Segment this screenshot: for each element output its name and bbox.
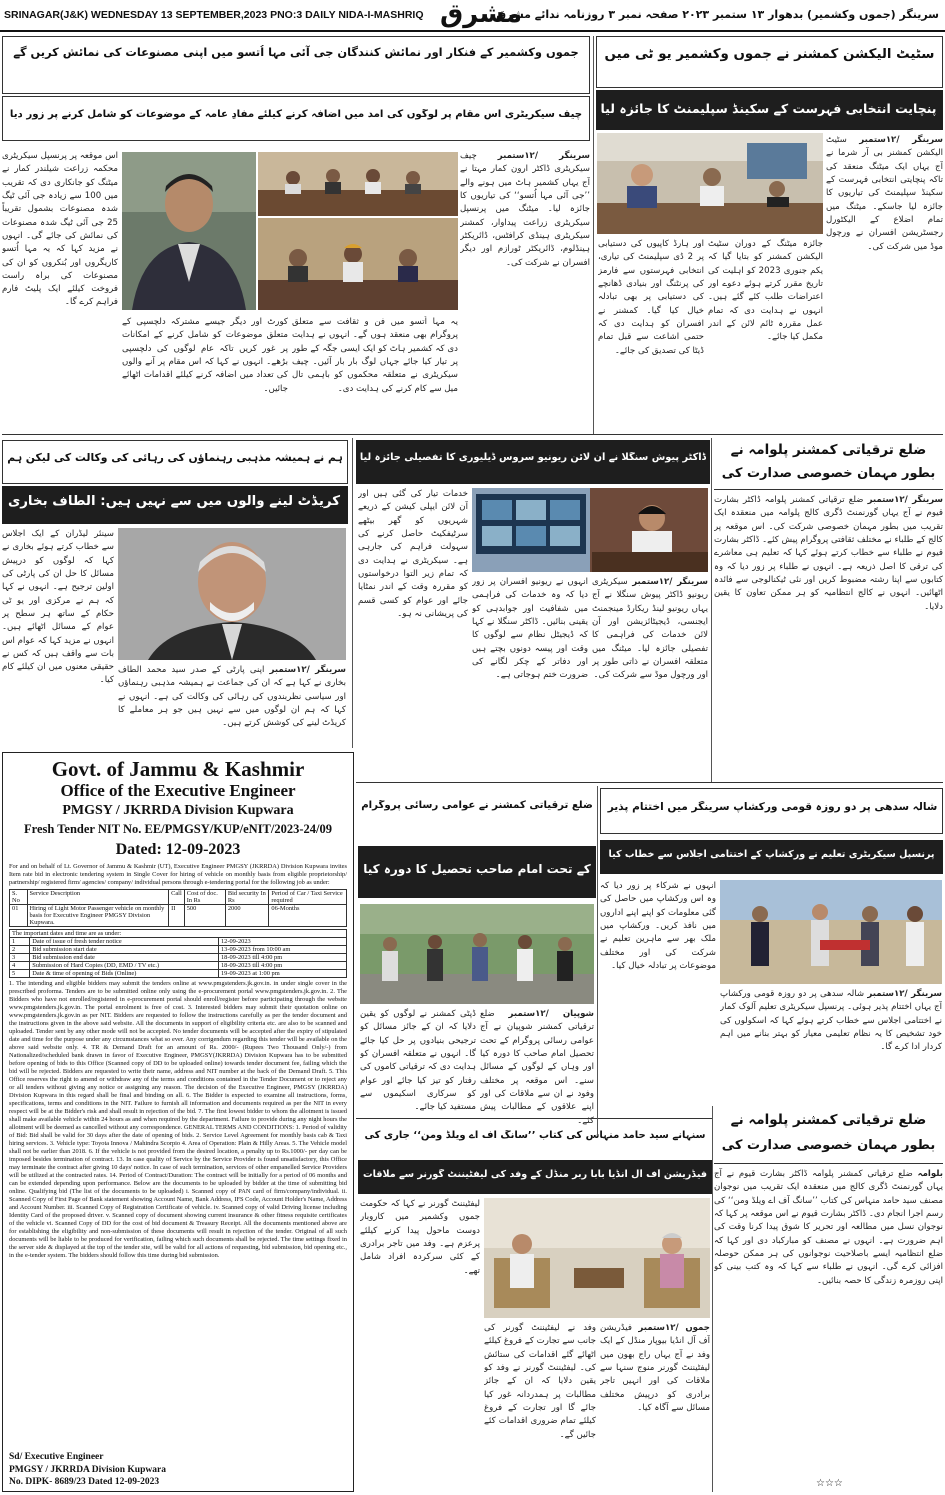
handicrafts-headline: جموں وکشمیر کے فنکار اور نمائش کنندگان جی آئی مہا اُتسو میں اپنی مصنوعات کی نمائش کریں گے	[13, 45, 579, 59]
handicrafts-column-3	[122, 316, 288, 430]
revenue-column-2	[358, 488, 468, 778]
workshop-headline-box	[600, 788, 943, 834]
election-column-1	[826, 134, 943, 430]
workshop-dateline: سرینگر /۱۲ستمبر	[867, 989, 942, 999]
table-row	[10, 970, 347, 978]
table-cell: 01	[10, 905, 28, 927]
table-cell: 06-Months	[269, 905, 347, 927]
table-cell: 19-09-2023 at 1:00 pm	[218, 970, 346, 978]
table-cell: 2	[10, 946, 30, 954]
revenue-body-1: سیکریٹری ریونیو ڈاکٹر پیوش سنگلا نے آج یہاں ریونیو لینڈ ریکارڈ مینجمنٹ ایجنسی، ڈیجیٹائزیشن اور آن لائن خدمات کی فراہمی کا تفصیلی جائزہ لیا۔ میٹنگ میں متعلقہ افسران نے ذاتی طور پر اور ورچول موڈ سے شرکت کی۔	[592, 577, 708, 681]
revenue-body-2: خدمات تیار کی گئی ہیں اور آن لائن ایپلی کیشن کے ذریعے شہریوں کو گھر بیٹھے سرٹیفکیٹ حاصل کرنے کی سہولت فراہم کی جارہی ہے۔ سیکریٹری نے ہدایت دی کہ تمام زیر التوا درخواستوں کو مقررہ وقت کے اندر نمٹایا جائے اور عوام کو کسی قسم کی پریشانی نہ ہو۔	[358, 489, 468, 619]
revenue-headline-bar	[356, 440, 710, 484]
table-row	[10, 946, 347, 954]
tender-nit-number: Fresh Tender NIT No. EE/PMGSY/KUP/eNIT/2023-24/09	[23, 822, 332, 837]
table-cell: 2000	[225, 905, 269, 927]
table-header-cell: Period of Car / Taxi Service required	[269, 890, 347, 905]
tender-signature	[9, 1451, 347, 1488]
column-rule	[712, 1106, 713, 1492]
table-header-cell: S. No	[10, 890, 28, 905]
imam-sahib-subhead-bar	[358, 846, 596, 898]
handicrafts-body-4: یہ مہا اُتسو میں فن و ثقافت سے متعلق پروگرام بھی منعقد ہوں گے۔ انہوں نے ہدایت دی کہ کشمیر ہاٹ کو ایک ایسی جگہ کے طور پر تیار کیا جائے جہاں لوگ بار بار آئیں۔ چیف سیکریٹری نے متعلقہ محکموں کو باہمی تال میل سے کام کرنے کی ہدایت دی۔	[292, 317, 458, 394]
dc-pulwama-body-2: ڈاکٹر بشارت قیوم نے طلباء سے خطاب کرتے ہوئے کہا کہ تعلیم ہی معاشرے کی ترقی کا اصل ذریعہ ہے۔ انہوں نے طلباء پر زور دیا کہ وہ کتابوں سے اپنا رشتہ مضبوط کریں اور نئی ٹیکنالوجی سے فائدہ اٹھائیں۔ انہوں نے کالج انتظامیہ کو ہر ممکن تعاون کا یقین دلایا۔	[714, 534, 943, 612]
table-cell: 4	[10, 962, 30, 970]
election-subhead-bar	[596, 90, 943, 130]
column-rule	[352, 438, 353, 748]
workshop-subhead-bar	[600, 840, 943, 874]
table-row	[10, 954, 347, 962]
federation-body-3: لیفٹیننٹ گورنر نے کہا کہ حکومت جموں وکشمیر میں کاروبار دوست ماحول پیدا کرنے کیلئے پرعزم ہے۔ وفد میں تاجر برادری کے کئی سرکردہ افراد شامل تھے۔	[360, 1199, 480, 1276]
bukhari-headline-box	[2, 440, 348, 484]
revenue-column-3	[472, 576, 588, 778]
table-row	[10, 930, 347, 938]
bukhari-subhead: کریڈٹ لینے والوں میں سے نہیں ہیں: الطاف بخاری	[7, 494, 341, 509]
tender-office: Office of the Executive Engineer	[60, 781, 296, 801]
book-dc-headline-box	[714, 1108, 943, 1164]
table-cell: Bid submission start date	[30, 946, 219, 954]
book-body-1: ضلع ترقیاتی کمشنر پلوامہ ڈاکٹر بشارت قیوم نے آج یہاں گورنمنٹ ڈگری کالج میں منعقدہ ایک تقریب میں نوجوان مصنف سید حامد منہاس کی کتاب ’’سانگ آف اے ویلڈ ومن‘‘ کی رسم اجرا انجام دی۔	[714, 1169, 943, 1219]
dc-pulwama-body-1: ضلع ترقیاتی کمشنر پلوامہ ڈاکٹر بشارت قیوم نے آج یہاں گورنمنٹ ڈگری کالج پلوامہ میں منعقدہ ایک تقریب میں بطور مہمان خصوصی شرکت کی۔ اس موقعہ پر کالج کے طلباء نے مختلف ثقافتی پروگرام پیش کئے۔	[714, 495, 943, 545]
federation-column-2	[484, 1322, 596, 1482]
bukhari-body-1: اپنی پارٹی کے صدر سید محمد الطاف بخاری نے کہا ہے کہ ان کی جماعت نے ہمیشہ مذہبی رہنماؤں اور سیاسی نظربندوں کی رہائی کی وکالت کی ہے۔ انہوں نے کہا کہ ہم ان لوگوں میں سے نہیں ہیں جو ہر معاملے کا کریڈٹ لینے کی کوشش کرتے ہیں۔	[118, 665, 346, 729]
book-dc-subhead: بطور مہمان خصوصی صدارت کی	[721, 1138, 936, 1153]
bukhari-headline: ہم نے ہمیشہ مذہبی رہنماؤں کی رہائی کی وکالت کی لیکن ہم	[7, 451, 343, 464]
imam-sahib-headline-box	[358, 788, 596, 834]
federation-column-1	[600, 1322, 710, 1482]
imam-sahib-body-2: ڈپٹی کمشنر نے لوگوں کو یقین دلایا کہ ان کے جائز مسائل کو ترجیحی بنیادوں پر حل کیا جائے گا۔ انہوں نے متعلقہ افسران کو ہدایت دی کہ ترقیاتی کاموں کی رفتار کو تیز کیا جائے اور عوام کو سرکاری اسکیموں سے مستفید کیا جائے۔	[360, 1009, 476, 1113]
table-cell: Date & time of opening of Bids (Online)	[30, 970, 219, 978]
bukhari-dateline: سرینگر /۱۲ستمبر	[269, 665, 346, 675]
tender-notice	[2, 752, 354, 1492]
imam-sahib-photo-visit	[360, 904, 594, 1004]
table-cell: 1	[10, 938, 30, 946]
table-header-cell: Call	[169, 890, 185, 905]
table-row	[10, 962, 347, 970]
federation-column-3	[360, 1198, 480, 1482]
masthead-english-line: SRINAGAR(J&K) WEDNESDAY 13 SEPTEMBER,2023 PNO:3 DAILY NIDA-I-MASHRIQ	[4, 9, 424, 21]
dc-pulwama-headline: ضلع ترقیاتی کمشنر پلوامہ نے	[730, 442, 927, 458]
section-divider-lower	[356, 1118, 712, 1119]
table-cell: Date of issue of fresh tender notice	[30, 938, 219, 946]
revenue-dateline: سرینگر /۱۲ستمبر	[632, 577, 708, 587]
handicrafts-column-2	[2, 150, 118, 430]
election-body-1: سٹیٹ الیکشن کمشنر بی آر شرما نے آج یہاں ایک میٹنگ منعقد کی تاکہ پنچایتی انتخابی فہرست کے سکینڈ سپلیمنٹ کی تیاریوں کا جائزہ لیا جاسکے۔ میٹنگ میں تمام اضلاع کے الیکٹورل رجسٹریشن افسران نے ورچول موڈ میں شرکت کی۔	[826, 135, 943, 252]
tender-intro: For and on behalf of Lt. Governor of Jammu & Kashmir (UT), Executive Engineer PMGSY (JKRRDA) Division Kupwara invites Item rate bid in electronic tendering system in Single Cover for hiring of vehicle on monthly basis from eligible proprietorship/ partnership/ registered firm/ agencies/ company/ individual persons through e-tendering portal for the following job as under:	[9, 863, 347, 887]
handicrafts-column-1	[460, 150, 590, 430]
bukhari-subhead-bar	[2, 486, 348, 524]
table-cell: Submission of Hard Copies (DD, EMD / TV etc.)	[30, 962, 219, 970]
table-row	[10, 905, 347, 927]
book-body-2: ڈاکٹر بشارت قیوم نے اس موقعہ پر کہا کہ نوجوان نسل میں مطالعہ اور تحریر کا شوق پیدا کرنا وقت کی اہم ضرورت ہے۔ انہوں نے مصنف کو مبارکباد دی اور کہا کہ ضلع انتظامیہ ایسے باصلاحیت نوجوانوں کی ہر ممکن حوصلہ افزائی کرے گی۔ انہوں نے طلباء سے کہا کہ وہ کتب بینی کو اپنی روزمرہ زندگی کا حصہ بنائیں۔	[714, 1208, 943, 1286]
table-cell: 13-09-2023 from 10:00 am	[218, 946, 346, 954]
table-cell: 3	[10, 954, 30, 962]
tender-signature-line-3: No. DIPK- 8689/23 Dated 12-09-2023	[9, 1477, 160, 1488]
bukhari-body-2: سینئر لیڈران کے ایک اجلاس سے خطاب کرتے ہوئے بخاری نے کہا کہ لوگوں کو درپیش مسائل کا حل ان کی پارٹی کی اولین ترجیح ہے۔ انہوں نے کہا کہ ہم نے مرکزی اور یو ٹی حکام کے ساتھ ہر سطح پر عوام کے مسائل اٹھائے ہیں۔ انہوں نے مزید کہا کہ عوام اس بات سے واقف ہیں کہ کس نے حقیقی معنوں میں ان کیلئے کام کیا۔	[2, 529, 114, 686]
federation-dateline: جموں /۱۲ستمبر	[638, 1323, 710, 1333]
federation-body-1: فیڈریشن آف آل انڈیا بیوپار منڈل کے ایک وفد نے آج یہاں راج بھون میں لیفٹیننٹ گورنر منوج سنہا سے ملاقات کی اور انہیں تاجر برادری کو درپیش مختلف مسائل سے آگاہ کیا۔	[600, 1323, 710, 1413]
revenue-headline: ڈاکٹر پیوش سنگلا نے آن لائن ریونیو سروس ڈیلیوری کا تفصیلی جائزہ لیا	[360, 452, 706, 463]
table-cell: 18-09-2023 till 4:00 pm	[218, 962, 346, 970]
handicrafts-headline-box	[2, 36, 590, 94]
handicrafts-subhead: چیف سیکریٹری اس مقام پر لوگوں کی آمد میں اضافہ کرنے کیلئے مفادِ عامہ کے موضوعات کو شامل کرنے پر زور دیا	[9, 109, 583, 120]
masthead-urdu-line: سرینگر (جموں وکشمیر) بدھوار ۱۳ ستمبر ۲۰۲۳ صفحہ نمبر ۳ روزنامہ ندائے مشرق	[496, 8, 939, 21]
column-rule	[597, 786, 598, 1136]
book-dc-headline: ضلع ترقیاتی کمشنر پلوامہ نے	[730, 1112, 927, 1128]
section-divider-top	[2, 434, 943, 435]
handicrafts-column-4	[292, 316, 458, 430]
table-header-cell: Service Description	[27, 890, 169, 905]
handicrafts-photo-meeting-bottom	[258, 218, 458, 310]
dc-pulwama-headline-box	[714, 440, 943, 490]
bukhari-photo-portrait	[118, 528, 346, 660]
table-header-cell: Bid security In Rs	[225, 890, 269, 905]
handicrafts-dateline: سرینگر /۱۲ستمبر	[497, 151, 590, 161]
election-subhead: پنچایت انتخابی فہرست کے سکینڈ سپلیمنٹ کا جائزہ لیا	[600, 101, 937, 116]
election-column-3	[598, 238, 704, 430]
revenue-column-1	[592, 576, 708, 778]
tender-dates-heading: The important dates and time are as under:	[10, 930, 347, 938]
table-cell: II	[169, 905, 185, 927]
workshop-column-1	[600, 880, 716, 1138]
handicrafts-photo-meeting-top	[258, 152, 458, 216]
imam-sahib-dateline: شوپیان /۱۲ستمبر	[508, 1009, 594, 1019]
table-cell: 5	[10, 970, 30, 978]
table-cell: 12-09-2023	[218, 938, 346, 946]
newspaper-logo: مشرق	[440, 0, 522, 29]
election-dateline: سرینگر /۱۲ستمبر	[859, 135, 943, 145]
workshop-subhead: پرنسپل سیکریٹری تعلیم نے ورکشاپ کے اختتامی اجلاس سے خطاب کیا	[608, 849, 935, 860]
table-cell: 18-09-2023 till 4:00 pm	[218, 954, 346, 962]
tender-service-table	[9, 889, 347, 927]
revenue-body-3: انہوں نے ریونیو افسران پر زور دیا کہ وہ خدمات کی فراہمی میں شفافیت اور جوابدہی کو یقینی بنائیں۔ ڈاکٹر سنگلا نے کہا کہ ڈیجیٹل نظام سے لوگوں کا وقت اور پیسہ دونوں بچتے ہیں اور دفاتر کے چکر لگانے کی ضرورت ختم ہوجاتی ہے۔	[472, 577, 588, 681]
tender-signature-line-1: Sd/ Executive Engineer	[9, 1452, 104, 1463]
federation-headline: فیڈریشن آف آل انڈیا بابا ربر منڈل کے وفد کی لیفٹیننٹ گورنر سے ملاقات	[362, 1169, 708, 1180]
imam-sahib-body-1: ضلع ترقیاتی کمشنر شوپیان نے آج عوامی رسائی پروگرام کے تحت تحصیل امام صاحب کا دورہ کیا اور وہاں کے لوگوں کے مسائل سنے۔ اس موقعہ پر مختلف وفود نے ان سے ملاقات کی اور اپنے علاقوں کے مطالبات پیش کئے۔	[480, 1009, 594, 1126]
federation-headline-bar	[358, 1160, 712, 1194]
election-headline: سٹیٹ الیکشن کمشنر نے جموں وکشمیر یو ٹی میں	[604, 47, 935, 62]
table-cell: 500	[184, 905, 225, 927]
federation-photo-meeting	[484, 1198, 710, 1318]
dc-pulwama-subhead: بطور مہمان خصوصی صدارت کی	[721, 466, 936, 481]
handicrafts-subhead-bar	[2, 96, 590, 141]
table-cell: Bid submission end date	[30, 954, 219, 962]
section-divider-middle	[356, 782, 943, 783]
masthead	[0, 0, 945, 32]
handicrafts-body-3: کورٹ اور دیگر جیسے مشترکہ دلچسپی کے متعلق موضوعات کو شامل کرنے کے امکانات پر غور کریں تاکہ عام لوگوں کی دلچسپی بڑھے۔ انہوں نے کہا کہ اس مقام پر آنے والوں کی تعداد میں اضافہ کرنے کیلئے اقدامات اٹھائے جائیں۔	[122, 317, 288, 394]
tender-terms: 1. The intending and eligible bidders may submit the tenders online at www.pmgstenders.jk.gov.in. in under single cover in the prescribed proforma. Tenders are to be submitted online only using the e-procurement portal www.pmgstenders.jk.gov.in. 2. The Bidders who have not enrolled/registered in e-procurement portal should enroll/register before participating through the website www.pmgstenders.jk.gov.in. The portal enrolment is free of cost. 3. Interested bidders may submit their quotation online on www.pmgstenders.jk.gov.in as per NIT. Bidders are requested to follow the instructions carefully as per the tender document and the instructions given in the above said website. All the documents in support of eligibility criteria etc. are also to be scanned and uploaded. Tender sent by any other mode will not be accepted. No tender documents will be accepted after the expiry of stipulated date and time for the purpose under any circumstances what so ever. Any corrigendum regarding this tender will be available on the above said website only. 4. TR & Demand Draft for an amount of Rs. 2000/- (Rupees Two Thousand Only/-) from Nationalized/scheduled bank drawn in favor of Executive Engineer, PMGSY(JKRRDA) Division Kupwara has to be submitted before opening of bids to this Office (Scanned copy of DD to be uploaded online) towards tender document fee, failing which the bid will be rejected. Bidders are requested to write their name, address and NIT number at the back of the Demand Draft. 5. This Office reserves the right to amend or withdraw any of the terms and conditions contained in the Tender Document or to reject any or all tenders without giving any notice or assigning any reason. The decision of the Executive Engineer, PMGSY (JKRRDA) Division Kupwara in this regard shall be final and binding on all. 6. The Bidder is expected to examine all instructions, forms, specifications, terms and conditions in the NIT. Failure to furnish all information and documents required as per the NIT in every respect will be at the Bidder's risk and shall result in rejection of the bid. 7. The first lowest bidder to whom the allotment is issued shall make available vehicle within 24 hours as and when required by the department. Failure to provide during any night hours the allotment will be deemed as cancelled without any correspondence. GENERAL TERMS AND CONDITIONS: 1. Period of validity of Bid: Bid shall be valid for 30 days after the date of opening of bids. 2. Service Level Agreement for monthly basis cab & Taxi hiring services. 3. Vehicle type: Toyota Innova / Mahindra Scorpio 4. Area of Operation: Plain & Hilly Areas. 5. The Vehicle model shall not be earlier than 2018. 6. If the vehicle is not provided from the desired location, a penalty up to Rs.1000/- per day can be imposed besides termination of contract. 13. In case quality of Service by the Service Provider is found unsatisfactory, this Office may terminate the contract after giving 10 days' notice. In case of such termination, services of other empanelled Service Providers will be utilized at the contracted rates. 14. Period of Contract/Duration: The contract will be initially for a period of 06 months and can be extended depending upon performance. Below are the documents to be uploaded by bidder at the time of submitting bid online. Qualifying bid (The list of the documents to be uploaded) i. Scanned copy of PAN card of firm/company/individual. ii. Scanned Copy of First Page of Bank statement showing Account Name, Bank Address, IFS Code, Account Holder's Name, Address and Account Number. iii. Scanned Copy of Registration Certificate of vehicle. iv. Scanned copy of valid Driving license including Identity Card of the proposed driver. v. Scanned copy of document showing current insurance & other fitness requisite certificates of the vehicle vi. Scanned Copy of DD for the cost of bid document & Treasury Receipt. All the documents mentioned above are for establishing the eligibility and non-submission of these documents will result in rejection of the tender. Original of all such documents will be liable to be produced for verification, failing which such documents shall be rejected. The time settings fixed in the server side & displayed at the top of the tender site, will be valid for all actions of requesting, bid submission, bid opening etc., in the e-tender system. The bidders should follow this time during bid submission.	[9, 980, 347, 1260]
table-row	[10, 938, 347, 946]
workshop-body-2: انہوں نے شرکاء پر زور دیا کہ وہ اس ورکشاپ میں حاصل کی گئی معلومات کو اپنے اپنے اداروں میں نافذ کریں۔ ورکشاپ میں ملک بھر سے ماہرین تعلیم نے شرکت کی اور مختلف موضوعات پر تبادلہ خیال کیا۔	[600, 881, 716, 971]
handicrafts-body-1: چیف سیکریٹری ڈاکٹر ارون کمار مہتا نے آج یہاں کشمیر ہاٹ میں ہونے والے ’’جی آئی مہا اُتسو‘‘ کی تیاریوں کا جائزہ لیا۔ میٹنگ میں پرنسپل سیکریٹری زراعت پیداوار، کمشنر سیکریٹری ہینڈی کرافٹس، ڈائریکٹر ہینڈلوم، ڈائریکٹر ٹورازم اور دیگر افسران نے شرکت کی۔	[460, 151, 590, 268]
election-column-2	[708, 238, 823, 430]
dc-pulwama-column	[714, 494, 943, 778]
workshop-headline: شالہ سدھی پر دو روزہ قومی ورکشاپ سرینگر میں اختتام پذیر	[607, 801, 938, 813]
tender-date: Dated: 12-09-2023	[115, 841, 241, 859]
handicrafts-photo-portrait	[122, 152, 256, 310]
workshop-body-1: شالہ سدھی پر دو روزہ قومی ورکشاپ آج یہاں اختتام پذیر ہوئی۔ پرنسپل سیکریٹری تعلیم آلوک کمار نے اختتامی اجلاس سے خطاب کرتے ہوئے کہا کہ اسکولوں کی خود تشخیص کا یہ نظام تعلیمی معیار کو بہتر بنانے میں اہم کردار ادا کرے گا۔	[720, 989, 942, 1053]
book-end-stars: ☆☆☆	[816, 1478, 843, 1489]
book-dateline: بلوامہ	[917, 1169, 943, 1179]
election-body-2: جائزہ میٹنگ کے دوران سٹیٹ الیکشن کمشنر کو بتایا گیا کہ یکم جنوری 2023 کو اہلیت کی تاریخ مقرر کرتے ہوئے دعوے اور اعتراضات طلب کئے گئے ہیں۔ انہوں نے ہدایت دی کہ تمام عمل مقررہ ٹائم لائن کے اندر مکمل کیا جائے۔	[708, 239, 823, 343]
table-cell: Hiring of Light Motor Passenger vehicle on monthly basis for Executive Engineer PMGSY Division Kupwara.	[27, 905, 169, 927]
tender-division: PMGSY / JKRRDA Division Kupwara	[62, 802, 294, 818]
handicrafts-body-2: اس موقعہ پر پرنسپل سیکریٹری محکمہ زراعت شیلندر کمار نے میٹنگ کو جانکاری دی کہ تقریب میں 100 سے زیادہ جی آئی ٹیگ شدہ مصنوعات بشمول تقریباً 25 جی آئی ٹیگ شدہ مصنوعات کی نمائش کی جائے گی۔ انہوں نے مزید کہا کہ یہ مہا اُتسو کاریگروں اور بُنکروں کو ان کی مصنوعات کی براہ راست فروخت کیلئے ایک پلیٹ فارم فراہم کرے گا۔	[2, 151, 118, 308]
election-photo-meeting	[597, 133, 823, 234]
column-rule	[593, 36, 594, 434]
book-headline-box	[358, 1122, 712, 1156]
revenue-photo-videoconference	[472, 488, 708, 572]
table-header-cell: Cost of doc. In Rs	[184, 890, 225, 905]
federation-body-2: وفد نے لیفٹیننٹ گورنر کی جانب سے تجارت کے فروغ کیلئے اٹھائے گئے اقدامات کی ستائش کی۔ لیفٹیننٹ گورنر نے وفد کو یقین دلایا کہ ان کے جائز مطالبات پر ہمدردانہ غور کیا جائے گا اور تجارت کے فروغ کیلئے تمام ضروری اقدامات کئے جائیں گے۔	[484, 1323, 596, 1440]
book-headline: سنہانے سید حامد منہاس کی کتاب ’’سانگ آف اے ویلڈ ومن‘‘ جاری کی	[364, 1130, 706, 1141]
election-headline-box	[596, 36, 943, 88]
tender-signature-line-2: PMGSY / JKRRDA Division Kupwara	[9, 1464, 166, 1475]
imam-sahib-subhead: کے تحت امام صاحب تحصیل کا دورہ کیا	[363, 862, 591, 876]
imam-sahib-headline: ضلع ترقیاتی کمشنر نے عوامی رسائی پروگرام	[361, 800, 593, 811]
tender-dates-table	[9, 929, 347, 978]
election-body-3: اور ہارڈ کاپیوں کی دستیابی پر 2 ڈی سپلیمنٹ کی تیاری، انتخابی فہرستوں سے فارمز کی پرنٹنگ اور بنیادی ڈھانچے کی دستیابی پر بھی تبادلہ خیال کیا گیا۔ کمشنر نے افسران کو ہدایت دی کہ حتمی اشاعت سے قبل تمام ڈیٹا کی تصدیق کی جائے۔	[598, 239, 704, 356]
book-column	[714, 1168, 943, 1480]
bukhari-column-1	[2, 528, 114, 746]
bukhari-column-2	[118, 664, 346, 746]
dc-pulwama-dateline: سرینگر /۱۲ستمبر	[867, 495, 943, 505]
tender-govt-title: Govt. of Jammu & Kashmir	[51, 757, 305, 781]
column-rule	[711, 438, 712, 782]
workshop-photo-ceremony	[720, 880, 942, 984]
table-header-row	[10, 890, 347, 905]
